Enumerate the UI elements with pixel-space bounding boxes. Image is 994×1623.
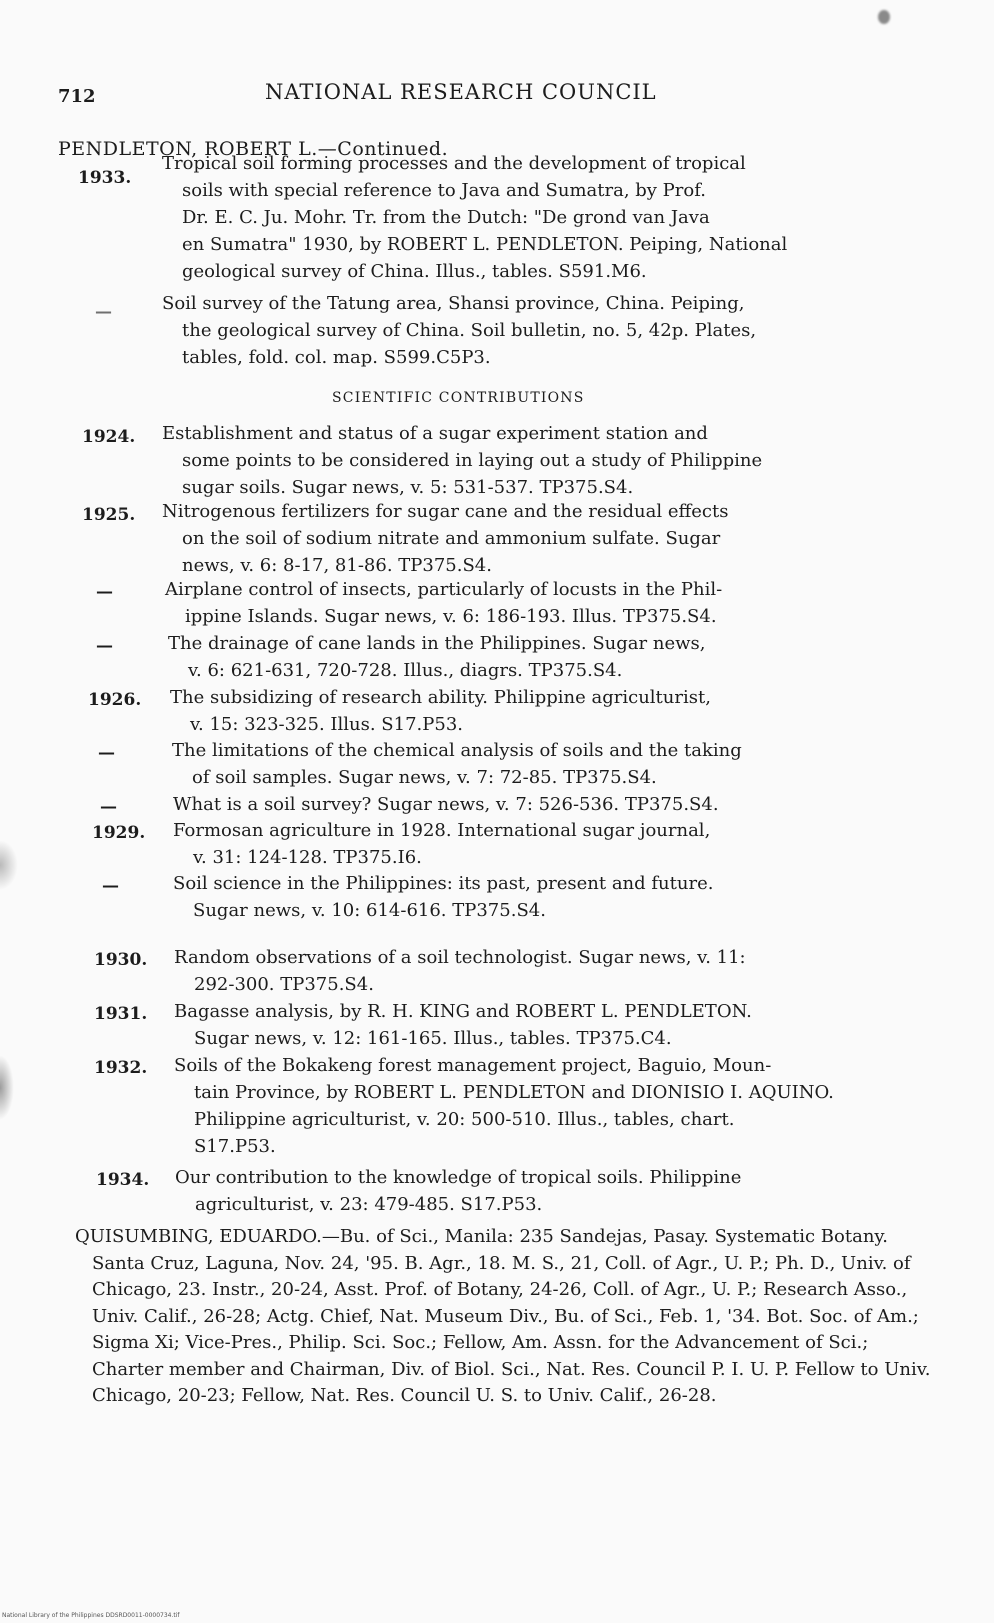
entry-line: Random observations of a soil technologist. Sugar news, v. 11: xyxy=(174,947,746,968)
entry-year: 1930. xyxy=(94,950,148,970)
section-heading: SCIENTIFIC CONTRIBUTIONS xyxy=(332,390,585,406)
entry-line: en Sumatra" 1930, by ROBERT L. PENDLETON. Peiping, National xyxy=(182,234,788,255)
entry-line: Airplane control of insects, particularly of locusts in the Phil- xyxy=(165,579,723,600)
bibliography-entry xyxy=(175,1164,935,1218)
bibliography-entry xyxy=(174,1052,934,1160)
entry-dash: — xyxy=(98,743,115,763)
bibliography-entry xyxy=(174,998,934,1052)
scan-blemish xyxy=(878,10,890,24)
bibliography-entry xyxy=(162,420,922,501)
entry-line: the geological survey of China. Soil bulletin, no. 5, 42p. Plates, xyxy=(182,320,757,341)
entry-dash: — xyxy=(96,582,113,602)
entry-line: Bagasse analysis, by R. H. KING and ROBERT L. PENDLETON. xyxy=(174,1001,752,1022)
entry-year: 1931. xyxy=(94,1004,148,1024)
entry-year: 1933. xyxy=(78,168,132,188)
entry-dash: — xyxy=(102,876,119,896)
page-number: 712 xyxy=(58,86,96,107)
entry-line: Nitrogenous fertilizers for sugar cane and the residual effects xyxy=(162,501,729,522)
bibliography-entry xyxy=(173,817,933,871)
bibliography-entry xyxy=(162,150,922,285)
entry-line: The limitations of the chemical analysis of soils and the taking xyxy=(172,740,742,761)
entry-line: The subsidizing of research ability. Philippine agriculturist, xyxy=(170,687,711,708)
scan-credit: National Library of the Philippines DDSRD0011-0000734.tif xyxy=(2,1612,180,1619)
entry-line: on the soil of sodium nitrate and ammonium sulfate. Sugar xyxy=(182,528,721,549)
entry-line: tain Province, by ROBERT L. PENDLETON and DIONISIO I. AQUINO. xyxy=(194,1082,834,1103)
entry-line: Dr. E. C. Ju. Mohr. Tr. from the Dutch: "De grond van Java xyxy=(182,207,710,228)
entry-line: soils with special reference to Java and Sumatra, by Prof. xyxy=(182,180,706,201)
entry-line: Soils of the Bokakeng forest management project, Baguio, Moun- xyxy=(174,1055,772,1076)
entry-line: Our contribution to the knowledge of tropical soils. Philippine xyxy=(175,1167,742,1188)
entry-line: news, v. 6: 8-17, 81-86. TP375.S4. xyxy=(182,555,492,576)
running-head: NATIONAL RESEARCH COUNCIL xyxy=(265,80,657,104)
author-heading: PENDLETON, ROBERT L.—Continued. xyxy=(58,138,449,160)
biography-name: QUISUMBING, EDUARDO. xyxy=(75,1226,322,1247)
entry-line: v. 31: 124-128. TP375.I6. xyxy=(193,847,422,868)
bibliography-entry xyxy=(174,944,934,998)
entry-dash: — xyxy=(95,302,112,322)
entry-line: agriculturist, v. 23: 479-485. S17.P53. xyxy=(195,1194,543,1215)
biography-entry xyxy=(75,1224,937,1410)
scan-blemish xyxy=(0,840,18,890)
bibliography-entry xyxy=(162,498,922,579)
entry-line: v. 15: 323-325. Illus. S17.P53. xyxy=(190,714,463,735)
biography-text: —Bu. of Sci., Manila: 235 Sandejas, Pasay. Systematic Botany. Santa Cruz, Laguna, Nov. 24, '95. B. Agr., 18. M. S., 21, Coll. of Agr., U. P.; Ph. D., Univ. of Chicago, 23. Instr., 20-24, Asst. Prof. of Botany, 24-26, Coll. of Agr., U. P.; Research Asso., Univ. Calif., 26-28; Actg. Chief, Nat. Museum Div., Bu. of Sci., Feb. 1, '34. Bot. Soc. of Am.; Sigma Xi; Vice-Pres., Philip. Sci. Soc.; Fellow, Am. Assn. for the Advancement of Sci.; Charter member and Chairman, Div. of Biol. Sci., Nat. Res. Council P. I. U. P. Fellow to Univ. Chicago, 20-23; Fellow, Nat. Res. Council U. S. to Univ. Calif., 26-28. xyxy=(92,1226,931,1406)
bibliography-entry xyxy=(173,791,933,818)
entry-line: Soil science in the Philippines: its past, present and future. xyxy=(173,873,714,894)
entry-year: 1929. xyxy=(92,823,146,843)
entry-line: Sugar news, v. 10: 614-616. TP375.S4. xyxy=(193,900,546,921)
entry-line: of soil samples. Sugar news, v. 7: 72-85. TP375.S4. xyxy=(192,767,657,788)
entry-line: v. 6: 621-631, 720-728. Illus., diagrs. TP375.S4. xyxy=(188,660,623,681)
entry-line: geological survey of China. Illus., tables. S591.M6. xyxy=(182,261,647,282)
entry-line: ippine Islands. Sugar news, v. 6: 186-193. Illus. TP375.S4. xyxy=(185,606,717,627)
entry-line: S17.P53. xyxy=(194,1136,276,1157)
bibliography-entry xyxy=(162,290,922,371)
entry-line: The drainage of cane lands in the Philippines. Sugar news, xyxy=(168,633,706,654)
bibliography-entry xyxy=(168,630,928,684)
entry-line: Philippine agriculturist, v. 20: 500-510. Illus., tables, chart. xyxy=(194,1109,735,1130)
scan-blemish xyxy=(0,1055,14,1120)
entry-line: What is a soil survey? Sugar news, v. 7: 526-536. TP375.S4. xyxy=(173,794,719,815)
entry-year: 1932. xyxy=(94,1058,148,1078)
bibliography-entry xyxy=(173,870,933,924)
entry-dash: — xyxy=(100,797,117,817)
bibliography-entry xyxy=(172,737,932,791)
entry-line: sugar soils. Sugar news, v. 5: 531-537. TP375.S4. xyxy=(182,477,634,498)
entry-year: 1924. xyxy=(82,427,136,447)
bibliography-entry xyxy=(165,576,925,630)
entry-line: Formosan agriculture in 1928. International sugar journal, xyxy=(173,820,711,841)
entry-year: 1925. xyxy=(82,505,136,525)
bibliography-entry xyxy=(170,684,930,738)
entry-year: 1934. xyxy=(96,1170,150,1190)
entry-line: tables, fold. col. map. S599.C5P3. xyxy=(182,347,491,368)
entry-line: Sugar news, v. 12: 161-165. Illus., tables. TP375.C4. xyxy=(194,1028,672,1049)
entry-dash: — xyxy=(96,636,113,656)
entry-line: 292-300. TP375.S4. xyxy=(194,974,374,995)
entry-line: Establishment and status of a sugar experiment station and xyxy=(162,423,708,444)
entry-line: Tropical soil forming processes and the development of tropical xyxy=(162,153,746,174)
entry-line: Soil survey of the Tatung area, Shansi province, China. Peiping, xyxy=(162,293,745,314)
entry-year: 1926. xyxy=(88,690,142,710)
entry-line: some points to be considered in laying out a study of Philippine xyxy=(182,450,763,471)
